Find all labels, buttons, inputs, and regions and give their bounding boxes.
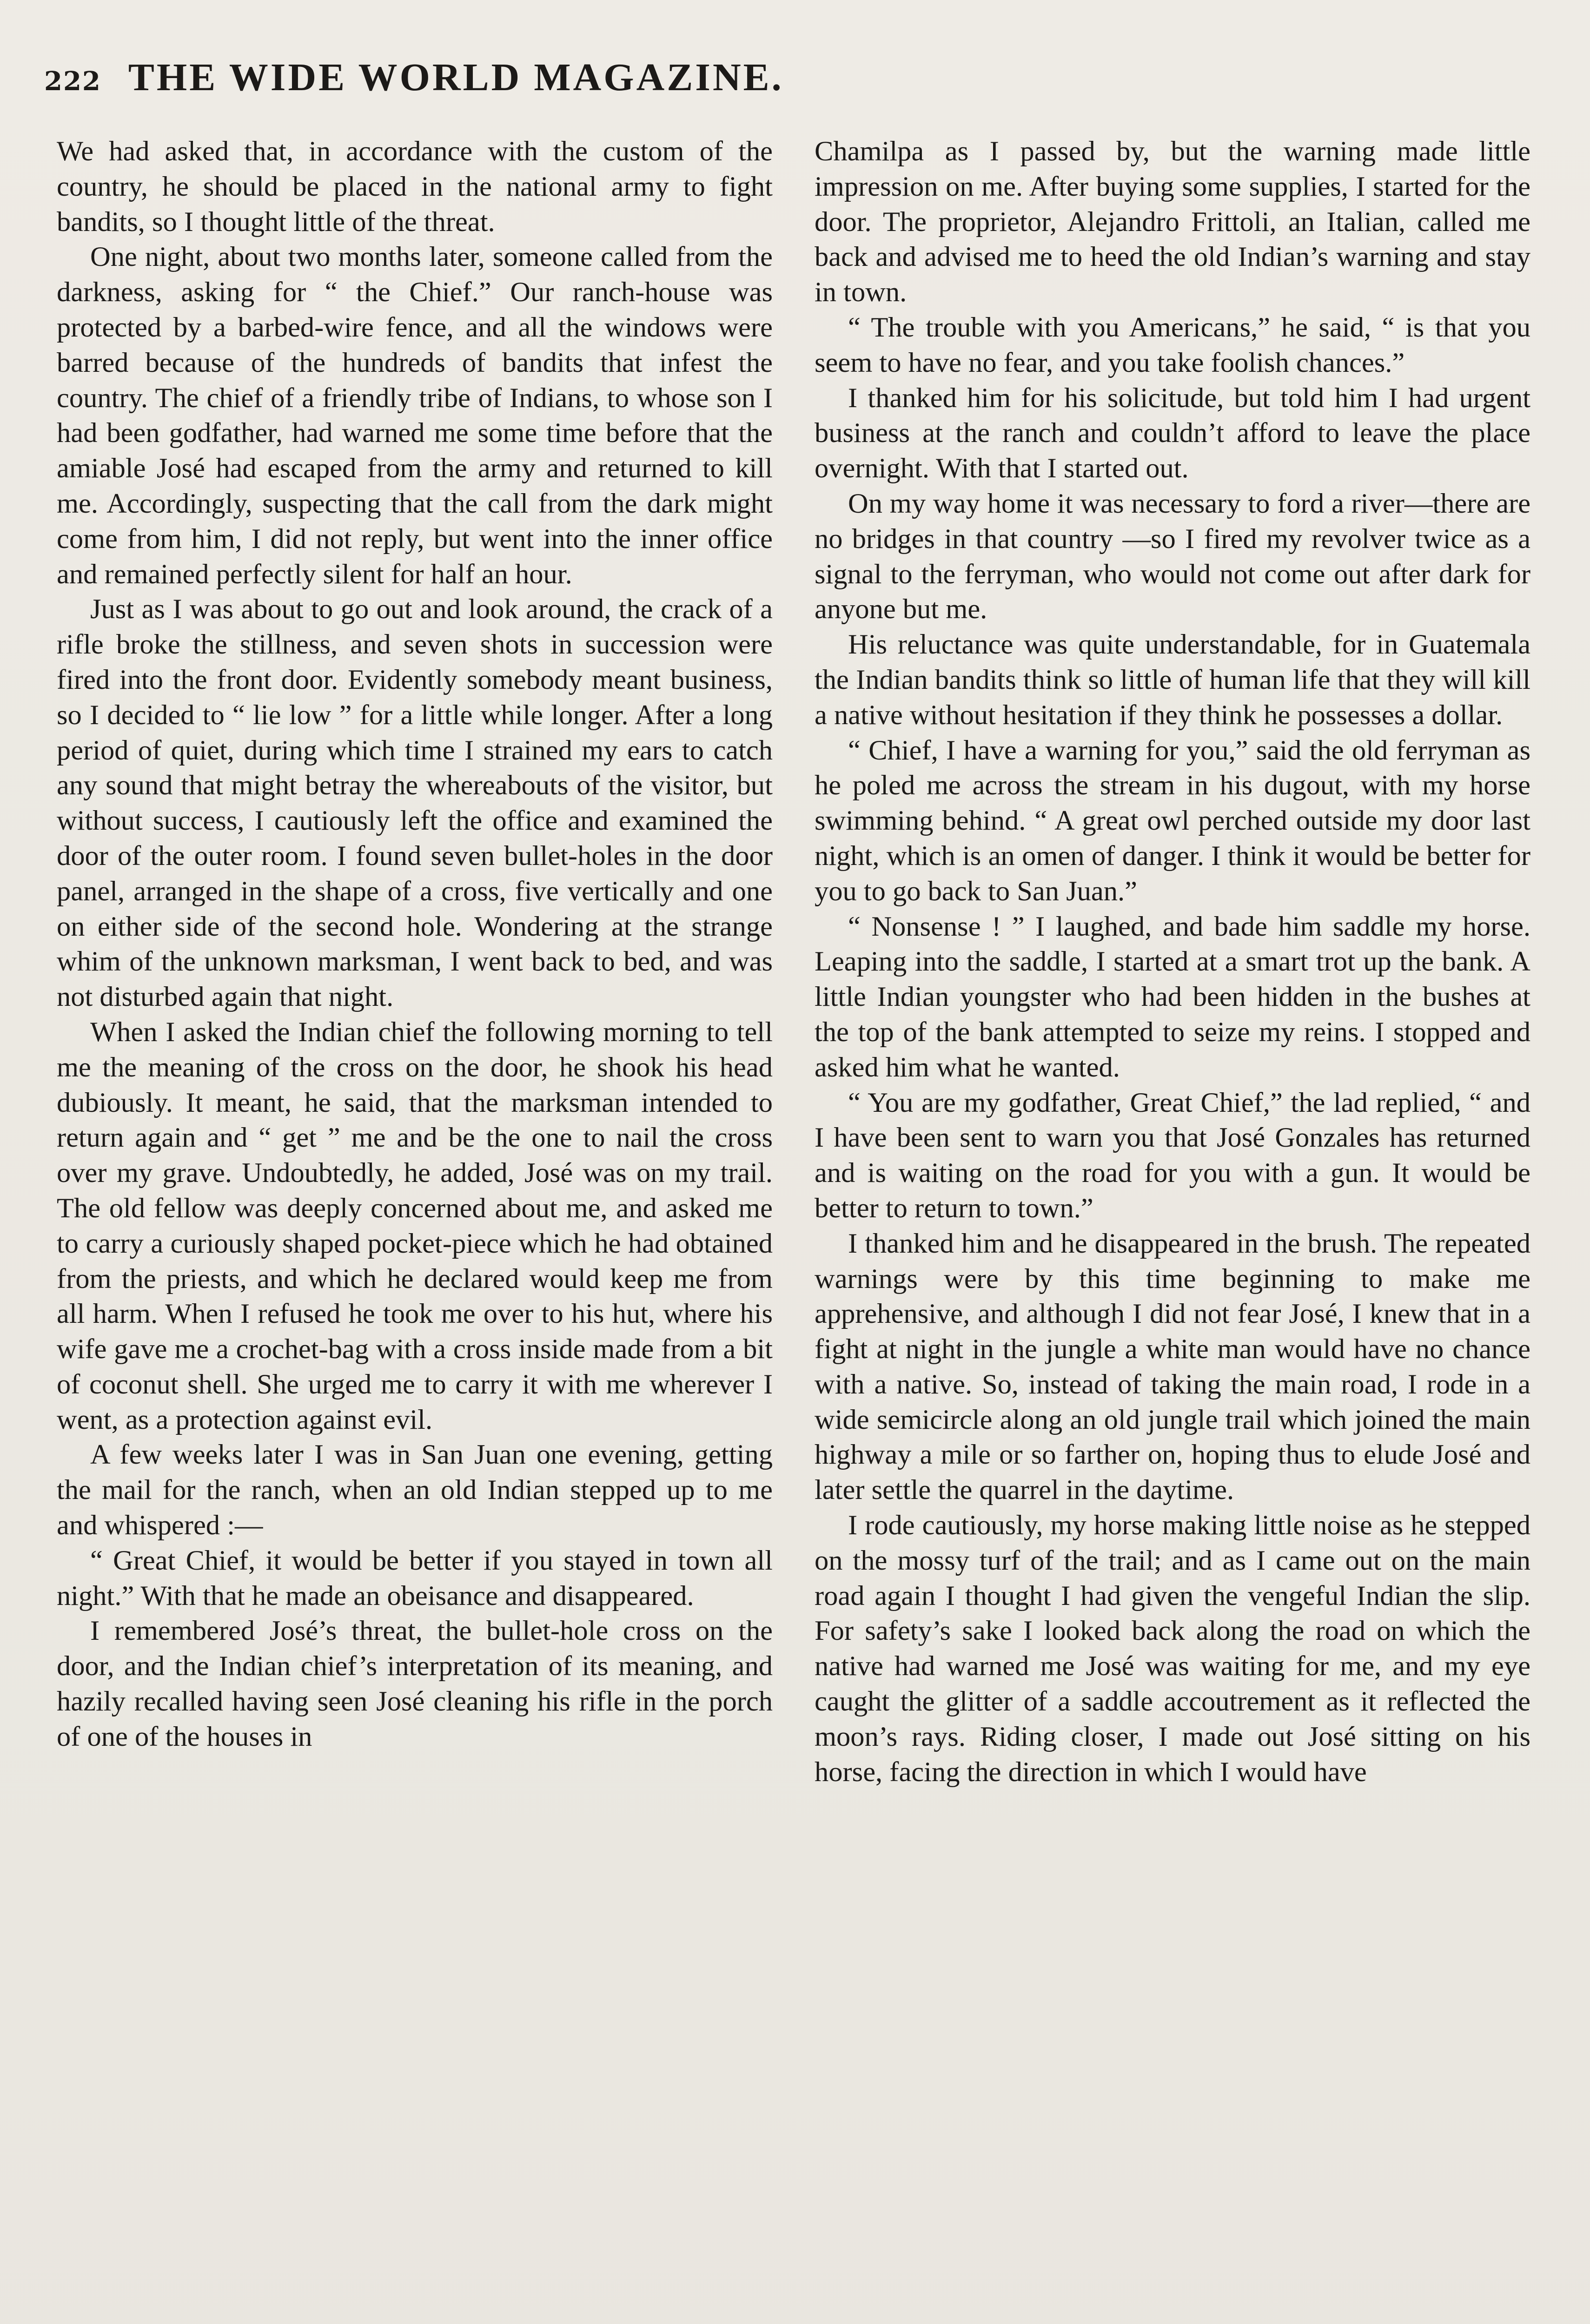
paragraph: I rode cautiously, my horse making little noise as he stepped on the mossy turf of the trail; and as I came out on the main road again I thought I had given the vengeful Indian the slip. For safety’s sake I looked back along the road on which the native had warned me José was waiting for me, and my eye caught the glitter of a saddle accoutrement as it reflected the moon’s rays. Riding closer, I made out José sitting on his horse, facing the direction in which I would have [815, 1510, 1530, 1788]
paragraph: We had asked that, in accordance with the custom of the country, he should be placed in the national army to fight bandits, so I thought little of the threat. [57, 136, 773, 238]
paragraph: One night, about two months later, someone called from the darkness, asking for “ the Chief.” Our ranch-house was protected by a barbed-wire fence, and all the windows were barred because of the hundreds of bandits that infest the country. The chief of a friendly tribe of Indians, to whose son I had been godfather, had warned me some time before that the amiable José had escaped from the army and returned to kill me. Accordingly, suspecting that the call from the dark might come from him, I did not reply, but went into the inner office and remained perfectly silent for half an hour. [57, 241, 773, 590]
paragraph: On my way home it was necessary to ford a river—there are no bridges in that country —so I fired my revolver twice as a signal to the ferryman, who would not come out after dark for anyone but me. [815, 488, 1530, 625]
right-column [815, 134, 1530, 1789]
paragraph: “ Great Chief, it would be better if you stayed in town all night.” With that he made an obeisance and disappeared. [57, 1545, 773, 1611]
paragraph: Just as I was about to go out and look around, the crack of a rifle broke the stillness, and seven shots in succession were fired into the front door. Evidently somebody meant business, so I decided to “ lie low ” for a little while longer. After a long period of quiet, during which time I strained my ears to catch any sound that might betray the whereabouts of the visitor, but without success, I cautiously left the office and examined the door of the outer room. I found seven bullet-holes in the door panel, arranged in the shape of a cross, five vertically and one on either side of the second hole. Wondering at the strange whim of the unknown marksman, I went back to bed, and was not disturbed again that night. [57, 594, 773, 1013]
paragraph: His reluctance was quite understandable, for in Guatemala the Indian bandits think so little of human life that they will kill a native without hesitation if they think he possesses a dollar. [815, 629, 1530, 731]
paragraph: I remembered José’s threat, the bullet-hole cross on the door, and the Indian chief’s interpretation of its meaning, and hazily recalled having seen José cleaning his rifle in the porch of one of the houses in [57, 1615, 773, 1752]
paragraph: I thanked him for his solicitude, but told him I had urgent business at the ranch and couldn’t afford to leave the place overnight. With that I started out. [815, 382, 1530, 484]
paragraph: Chamilpa as I passed by, but the warning made little impression on me. After buying some supplies, I started for the door. The proprietor, Alejandro Frittoli, an Italian, called me back and advised me to heed the old Indian’s warning and stay in town. [815, 136, 1530, 308]
paragraph: When I asked the Indian chief the following morning to tell me the meaning of the cross on the door, he shook his head dubiously. It meant, he said, that the marksman intended to return again and “ get ” me and be the one to nail the cross over my grave. Undoubtedly, he added, José was on my trail. The old fellow was deeply concerned about me, and asked me to carry a curiously shaped pocket-piece which he had obtained from the priests, and which he declared would keep me from all harm. When I refused he took me over to his hut, where his wife gave me a crochet-bag with a cross inside made from a bit of coconut shell. She urged me to carry it with me wherever I went, as a protection against evil. [57, 1016, 773, 1435]
paragraph: A few weeks later I was in San Juan one evening, getting the mail for the ranch, when an old Indian stepped up to me and whispered :— [57, 1439, 773, 1541]
page-header [44, 55, 1532, 106]
paragraph: “ Nonsense ! ” I laughed, and bade him saddle my horse. Leaping into the saddle, I started at a smart trot up the bank. A little Indian youngster who had been hidden in the bushes at the top of the bank attempted to seize my reins. I stopped and asked him what he wanted. [815, 911, 1530, 1083]
paragraph: “ You are my godfather, Great Chief,” the lad replied, “ and I have been sent to warn you that José Gonzales has returned and is waiting on the road for you with a gun. It would be better to return to town.” [815, 1087, 1530, 1224]
left-column [57, 134, 773, 1755]
page-number: 222 [44, 66, 101, 97]
paragraph: I thanked him and he disappeared in the brush. The repeated warnings were by this time beginning to make me apprehensive, and although I did not fear José, I knew that in a fight at night in the jungle a white man would have no chance with a native. So, instead of taking the main road, I rode in a wide semicircle along an old jungle trail which joined the main highway a mile or so farther on, hoping thus to elude José and later settle the quarrel in the daytime. [815, 1228, 1530, 1506]
paragraph: “ The trouble with you Americans,” he said, “ is that you seem to have no fear, and you take foolish chances.” [815, 311, 1530, 378]
magazine-title: THE WIDE WORLD MAGAZINE. [128, 56, 784, 99]
paragraph: “ Chief, I have a warning for you,” said the old ferryman as he poled me across the stream in his dugout, with my horse swimming behind. “ A great owl perched outside my door last night, which is an omen of danger. I think it would be better for you to go back to San Juan.” [815, 734, 1530, 907]
